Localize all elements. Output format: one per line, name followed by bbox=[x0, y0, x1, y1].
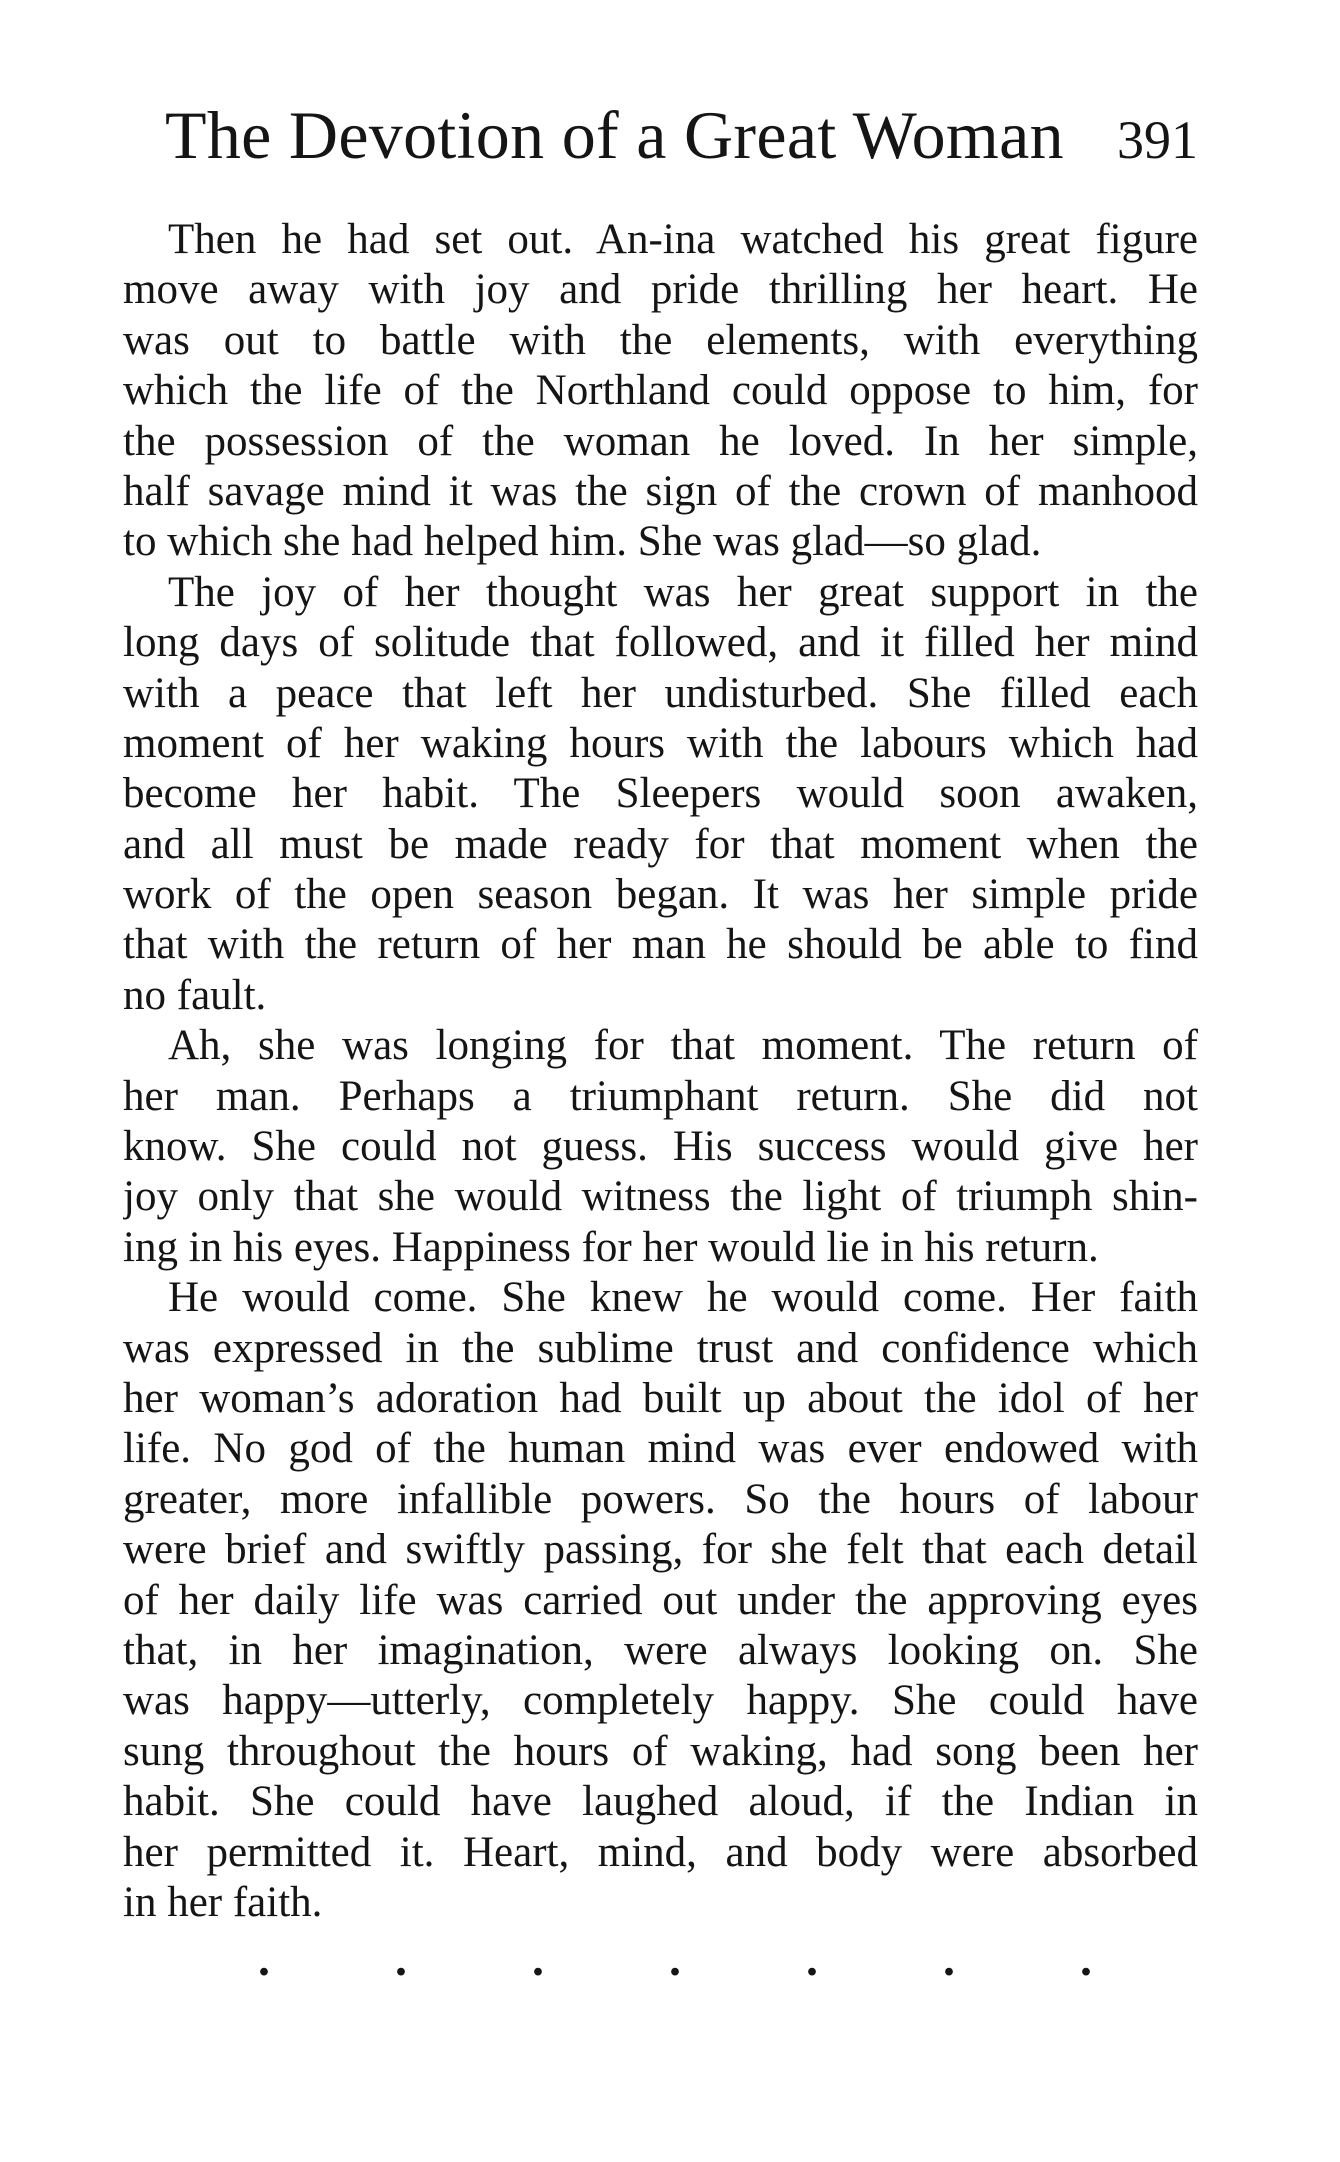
text-line: was happy—utterly, completely happy. She could have bbox=[123, 1677, 1198, 1725]
text-line: of her daily life was carried out under the approving eyes bbox=[123, 1576, 1198, 1624]
text-line: He would come. She knew he would come. Her faith bbox=[168, 1274, 1198, 1322]
page-number: 391 bbox=[1117, 110, 1198, 170]
paragraph-3 bbox=[123, 1021, 1198, 1273]
text-line: and all must be made ready for that moment when the bbox=[123, 820, 1198, 868]
text-line: Ah, she was longing for that moment. The return of bbox=[168, 1022, 1198, 1070]
text-line: long days of solitude that followed, and it filled her mind bbox=[123, 619, 1198, 667]
section-break-dot: . bbox=[1080, 1933, 1092, 1986]
text-line: become her habit. The Sleepers would soon awaken, bbox=[123, 770, 1198, 818]
body-text bbox=[123, 215, 1198, 1928]
section-break-dot: . bbox=[806, 1933, 818, 1986]
paragraph-2 bbox=[123, 568, 1198, 1022]
section-break-dot: . bbox=[532, 1933, 544, 1986]
section-break-dot: . bbox=[943, 1933, 955, 1986]
text-line: The joy of her thought was her great support in the bbox=[168, 568, 1198, 616]
text-line: in her faith. bbox=[123, 1878, 323, 1926]
running-title: The Devotion of a Great Woman bbox=[165, 97, 1064, 173]
text-line: sung throughout the hours of waking, had song been her bbox=[123, 1727, 1198, 1775]
section-break-dot: . bbox=[669, 1933, 681, 1986]
text-line: habit. She could have laughed aloud, if the Indian in bbox=[123, 1778, 1198, 1826]
text-line: the possession of the woman he loved. In her simple, bbox=[123, 417, 1198, 465]
section-break bbox=[258, 1933, 1092, 1986]
text-line: know. She could not guess. His success would give her bbox=[123, 1123, 1198, 1171]
text-line: Then he had set out. An-ina watched his great figure bbox=[168, 216, 1198, 263]
text-line: no fault. bbox=[123, 971, 267, 1019]
text-line: moment of her waking hours with the labours which had bbox=[123, 719, 1198, 767]
text-line: her permitted it. Heart, mind, and body were absorbed bbox=[123, 1828, 1198, 1876]
text-line: work of the open season began. It was her simple pride bbox=[123, 871, 1198, 919]
text-line: greater, more infallible powers. So the hours of labour bbox=[123, 1475, 1198, 1523]
text-line: was out to battle with the elements, with everything bbox=[123, 316, 1198, 364]
text-line: were brief and swiftly passing, for she felt that each detail bbox=[123, 1526, 1198, 1574]
section-break-dot: . bbox=[258, 1933, 270, 1986]
text-line: life. No god of the human mind was ever endowed with bbox=[123, 1425, 1198, 1473]
section-break-dot: . bbox=[395, 1933, 407, 1986]
text-line: that, in her imagination, were always looking on. She bbox=[123, 1626, 1198, 1674]
text-line: was expressed in the sublime trust and confidence which bbox=[123, 1324, 1198, 1372]
paragraph-1 bbox=[123, 215, 1198, 568]
text-line: joy only that she would witness the light of triumph shin- bbox=[123, 1173, 1198, 1221]
text-line: which the life of the Northland could oppose to him, for bbox=[123, 367, 1198, 415]
text-line: that with the return of her man he should be able to find bbox=[123, 921, 1198, 969]
text-line: ing in his eyes. Happiness for her would lie in his return. bbox=[123, 1223, 1099, 1271]
text-line: to which she had helped him. She was glad—so glad. bbox=[123, 518, 1042, 566]
text-line: with a peace that left her undisturbed. She filled each bbox=[123, 669, 1198, 717]
text-line: move away with joy and pride thrilling her heart. He bbox=[123, 266, 1198, 314]
paragraph-4 bbox=[123, 1273, 1198, 1928]
text-line: half savage mind it was the sign of the crown of manhood bbox=[123, 467, 1198, 515]
text-line: her man. Perhaps a triumphant return. She did not bbox=[123, 1072, 1198, 1120]
running-head bbox=[165, 97, 1198, 173]
text-line: her woman’s adoration had built up about the idol of her bbox=[123, 1374, 1198, 1422]
